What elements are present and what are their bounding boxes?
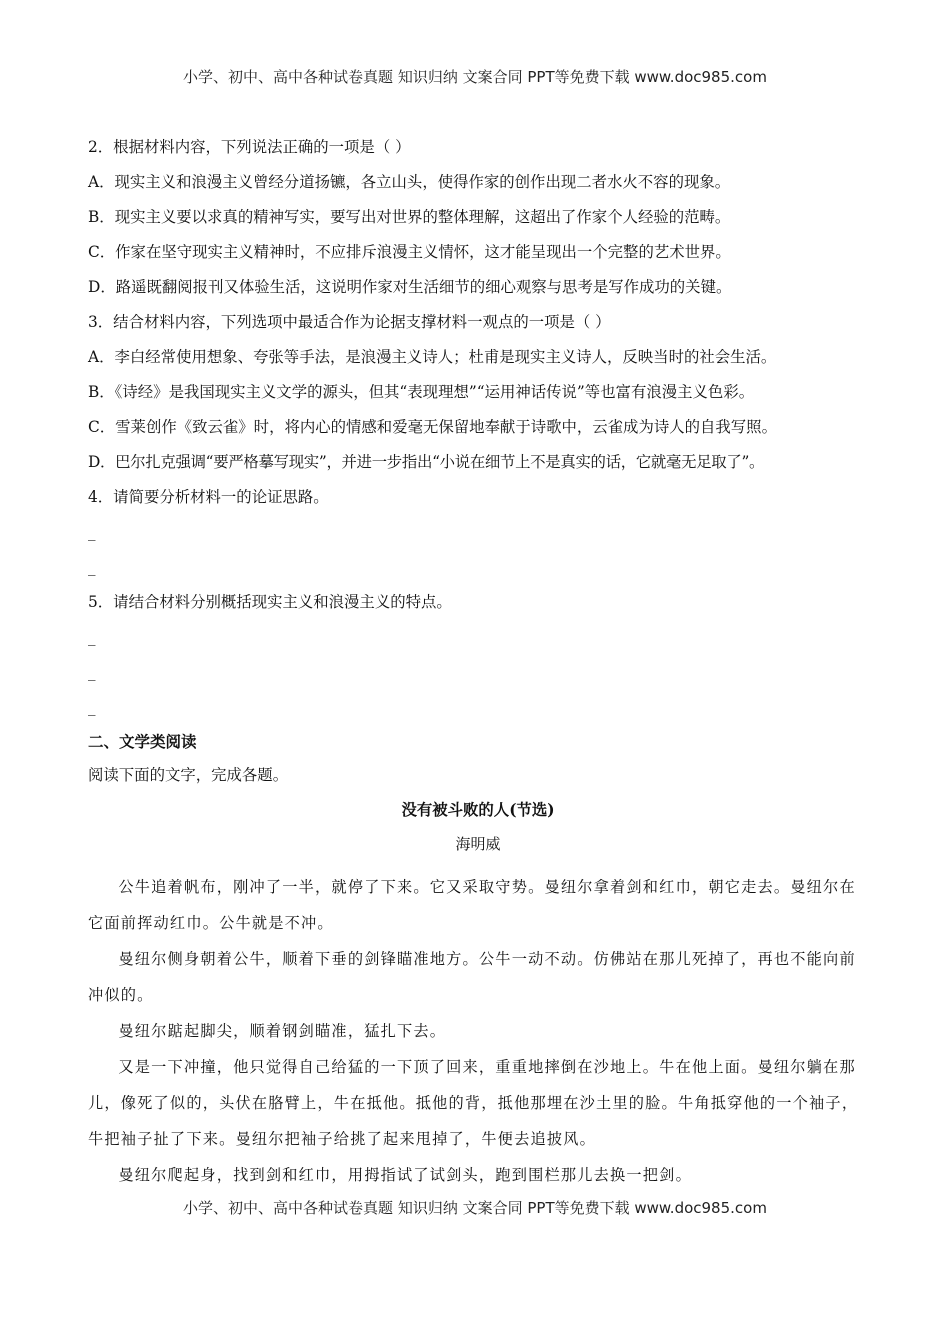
passage-paragraph: 公牛追着帆布，刚冲了一半，就停了下来。它又采取守势。曼纽尔拿着剑和红巾，朝它走去。曼纽尔在它面前挥动红巾。公牛就是不冲。	[88, 878, 856, 932]
passage-paragraph: 曼纽尔侧身朝着公牛，顺着下垂的剑锋瞄准地方。公牛一动不动。仿佛站在那儿死掉了，再也不能向前冲似的。	[88, 950, 856, 1004]
question-3-option-b: B．《诗经》是我国现实主义文学的源头，但其“表现理想”“运用神话传说”等也富有浪漫主义色彩。	[88, 383, 755, 401]
answer-blank: _	[88, 628, 96, 646]
question-2-option-b: B．现实主义要以求真的精神写实，要写出对世界的整体理解，这超出了作家个人经验的范畴。	[88, 208, 731, 226]
answer-blank: _	[88, 523, 96, 541]
section-instruction: 阅读下面的文字，完成各题。	[88, 766, 289, 784]
page-footer: 小学、初中、高中各种试卷真题 知识归纳 文案合同 PPT等免费下载 www.doc985.com	[183, 1199, 767, 1217]
question-3-stem: 3．结合材料内容，下列选项中最适合作为论据支撑材料一观点的一项是（ ）	[88, 313, 611, 331]
passage-title: 没有被斗败的人(节选)	[401, 801, 555, 819]
page-header: 小学、初中、高中各种试卷真题 知识归纳 文案合同 PPT等免费下载 www.doc985.com	[183, 68, 767, 86]
passage-paragraph: 曼纽尔爬起身，找到剑和红巾，用拇指试了试剑头，跑到围栏那儿去换一把剑。	[118, 1166, 692, 1184]
question-3-option-c: C．雪莱创作《致云雀》时，将内心的情感和爱毫无保留地奉献于诗歌中，云雀成为诗人的自我写照。	[88, 418, 777, 436]
question-2-option-a: A．现实主义和浪漫主义曾经分道扬镳，各立山头，使得作家的创作出现二者水火不容的现象。	[88, 173, 731, 191]
question-3-option-d: D．巴尔扎克强调“要严格摹写现实”，并进一步指出“小说在细节上不是真实的话，它就毫无足取了”。	[88, 453, 765, 471]
answer-blank: _	[88, 663, 96, 681]
page-content	[88, 136, 868, 1193]
passage-paragraph: 曼纽尔踮起脚尖，顺着钢剑瞄准，猛扎下去。	[118, 1022, 447, 1040]
question-4-stem: 4．请简要分析材料一的论证思路。	[88, 488, 329, 506]
passage-author: 海明威	[455, 835, 501, 853]
question-5-stem: 5．请结合材料分别概括现实主义和浪漫主义的特点。	[88, 593, 452, 611]
passage-paragraph: 又是一下冲撞，他只觉得自己给猛的一下顶了回来，重重地摔倒在沙地上。牛在他上面。曼纽尔躺在那儿，像死了似的，头伏在胳臂上，牛在抵他。抵他的背，抵他那埋在沙土里的脸。牛角抵穿他的一个袖子，牛把袖子扯了下来。曼纽尔把袖子给挑了起来甩掉了，牛便去追披风。	[88, 1058, 859, 1148]
section-heading: 二、文学类阅读	[88, 733, 197, 751]
answer-blank: _	[88, 698, 96, 716]
question-2-option-c: C．作家在坚守现实主义精神时，不应排斥浪漫主义情怀，这才能呈现出一个完整的艺术世界。	[88, 243, 731, 261]
question-3-option-a: A．李白经常使用想象、夸张等手法，是浪漫主义诗人；杜甫是现实主义诗人，反映当时的社会生活。	[88, 348, 777, 366]
question-2-option-d: D．路遥既翻阅报刊又体验生活，这说明作家对生活细节的细心观察与思考是写作成功的关键。	[88, 278, 732, 296]
question-2-stem: 2．根据材料内容，下列说法正确的一项是（ ）	[88, 138, 411, 156]
answer-blank: _	[88, 558, 96, 576]
